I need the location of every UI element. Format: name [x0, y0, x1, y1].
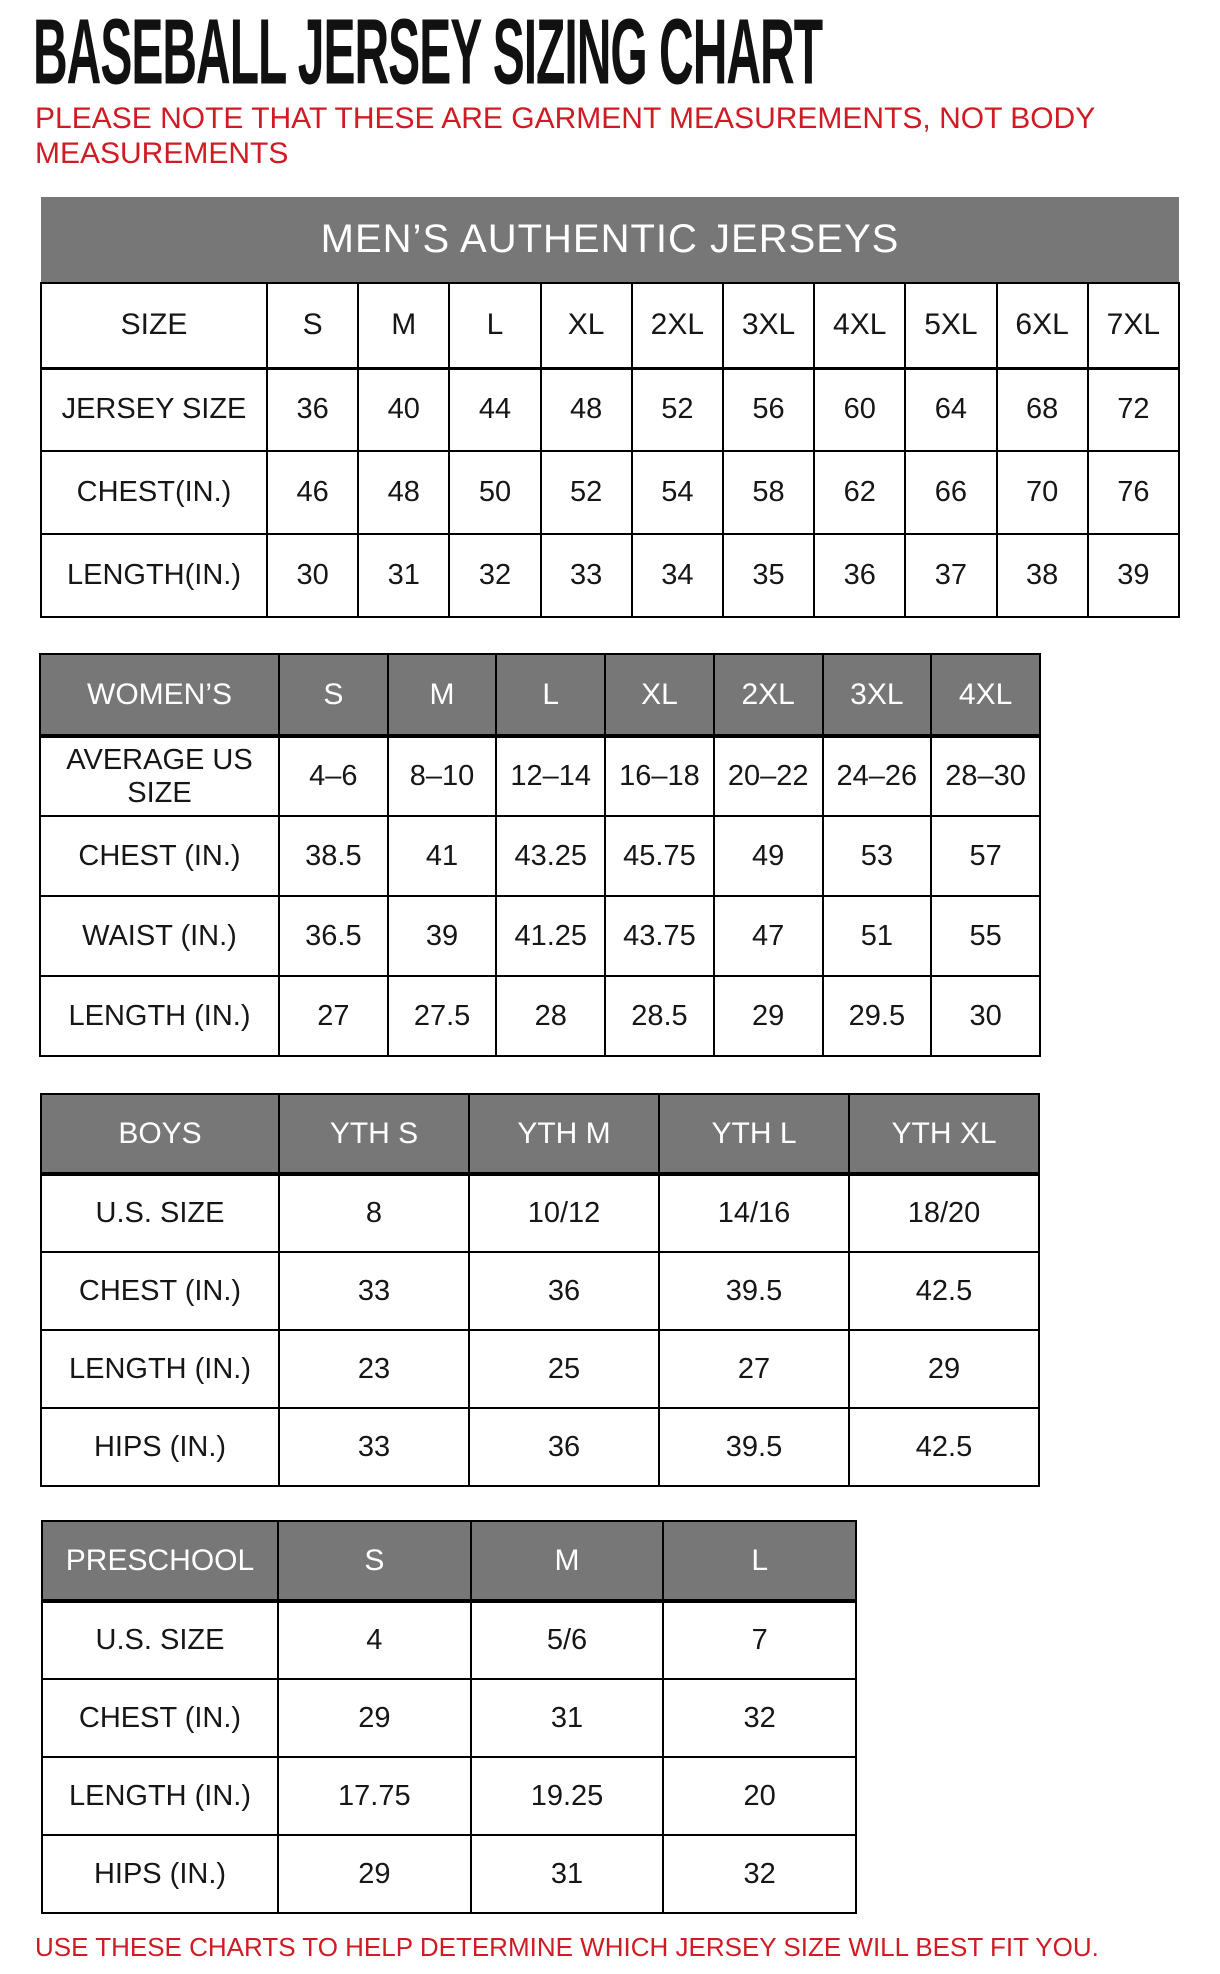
value-cell: 36 — [814, 534, 905, 617]
value-cell: 31 — [471, 1835, 664, 1913]
value-cell: 60 — [814, 368, 905, 451]
value-cell: 50 — [449, 451, 540, 534]
value-cell: 29 — [714, 976, 823, 1056]
value-cell: 32 — [663, 1679, 856, 1757]
value-cell: 44 — [449, 368, 540, 451]
value-cell: 33 — [279, 1252, 469, 1330]
value-cell: 36 — [469, 1252, 659, 1330]
column-header-cell: M — [471, 1521, 664, 1601]
column-header-cell: 2XL — [714, 654, 823, 736]
value-cell: 23 — [279, 1330, 469, 1408]
row-label-cell: LENGTH (IN.) — [42, 1757, 278, 1835]
value-cell: 31 — [358, 534, 449, 617]
table-banner-row — [41, 197, 1179, 283]
column-header-cell: YTH S — [279, 1094, 469, 1174]
value-cell: 25 — [469, 1330, 659, 1408]
row-label-cell: U.S. SIZE — [41, 1174, 279, 1252]
value-cell: 33 — [279, 1408, 469, 1486]
column-header-cell: S — [267, 283, 358, 368]
value-cell: 45.75 — [605, 816, 714, 896]
row-label-cell: LENGTH (IN.) — [40, 976, 279, 1056]
value-cell: 28.5 — [605, 976, 714, 1056]
column-header-cell: S — [278, 1521, 471, 1601]
value-cell: 12–14 — [496, 736, 605, 816]
row-label-cell: CHEST (IN.) — [41, 1252, 279, 1330]
value-cell: 38.5 — [279, 816, 388, 896]
value-cell: 48 — [358, 451, 449, 534]
value-cell: 35 — [723, 534, 814, 617]
column-header-cell: 3XL — [823, 654, 932, 736]
row-label-cell: CHEST (IN.) — [42, 1679, 278, 1757]
row-label-cell: LENGTH (IN.) — [41, 1330, 279, 1408]
value-cell: 66 — [905, 451, 996, 534]
value-cell: 4 — [278, 1601, 471, 1679]
row-label-cell: CHEST (IN.) — [40, 816, 279, 896]
value-cell: 38 — [997, 534, 1088, 617]
table-row — [41, 1330, 1039, 1408]
column-header-cell: 4XL — [931, 654, 1040, 736]
value-cell: 41 — [388, 816, 497, 896]
row-label-cell: WAIST (IN.) — [40, 896, 279, 976]
row-label-cell: HIPS (IN.) — [41, 1408, 279, 1486]
value-cell: 64 — [905, 368, 996, 451]
column-header-cell: 5XL — [905, 283, 996, 368]
value-cell: 5/6 — [471, 1601, 664, 1679]
value-cell: 68 — [997, 368, 1088, 451]
table-row — [42, 1601, 856, 1679]
table-row — [41, 1252, 1039, 1330]
table-row — [40, 736, 1040, 816]
value-cell: 36 — [469, 1408, 659, 1486]
value-cell: 42.5 — [849, 1408, 1039, 1486]
value-cell: 32 — [663, 1835, 856, 1913]
table-banner: MEN’S AUTHENTIC JERSEYS — [41, 197, 1179, 283]
value-cell: 19.25 — [471, 1757, 664, 1835]
row-label-cell: JERSEY SIZE — [41, 368, 267, 451]
value-cell: 42.5 — [849, 1252, 1039, 1330]
value-cell: 24–26 — [823, 736, 932, 816]
table-row — [40, 816, 1040, 896]
value-cell: 36.5 — [279, 896, 388, 976]
value-cell: 40 — [358, 368, 449, 451]
column-header-cell: L — [663, 1521, 856, 1601]
value-cell: 14/16 — [659, 1174, 849, 1252]
value-cell: 36 — [267, 368, 358, 451]
value-cell: 30 — [931, 976, 1040, 1056]
column-header-cell: YTH M — [469, 1094, 659, 1174]
column-header-cell: 3XL — [723, 283, 814, 368]
garment-measurement-note: PLEASE NOTE THAT THESE ARE GARMENT MEASUREMENTS, NOT BODY MEASUREMENTS — [35, 102, 1095, 170]
table-row — [40, 896, 1040, 976]
value-cell: 16–18 — [605, 736, 714, 816]
header-label-cell: PRESCHOOL — [42, 1521, 278, 1601]
row-label-cell: AVERAGE US SIZE — [40, 736, 279, 816]
value-cell: 28 — [496, 976, 605, 1056]
column-header-cell: XL — [541, 283, 632, 368]
value-cell: 57 — [931, 816, 1040, 896]
row-label-cell: U.S. SIZE — [42, 1601, 278, 1679]
value-cell: 30 — [267, 534, 358, 617]
column-header-cell: YTH XL — [849, 1094, 1039, 1174]
value-cell: 52 — [632, 368, 723, 451]
value-cell: 52 — [541, 451, 632, 534]
value-cell: 8–10 — [388, 736, 497, 816]
table-row — [42, 1679, 856, 1757]
value-cell: 34 — [632, 534, 723, 617]
header-label-cell: WOMEN’S — [40, 654, 279, 736]
value-cell: 39.5 — [659, 1252, 849, 1330]
value-cell: 29 — [278, 1835, 471, 1913]
table-header-row — [42, 1521, 856, 1601]
value-cell: 18/20 — [849, 1174, 1039, 1252]
row-label-cell: LENGTH(IN.) — [41, 534, 267, 617]
value-cell: 17.75 — [278, 1757, 471, 1835]
value-cell: 27 — [659, 1330, 849, 1408]
column-header-cell: L — [496, 654, 605, 736]
value-cell: 56 — [723, 368, 814, 451]
column-header-cell: 2XL — [632, 283, 723, 368]
value-cell: 28–30 — [931, 736, 1040, 816]
table-header-row — [40, 654, 1040, 736]
header-label-cell: BOYS — [41, 1094, 279, 1174]
value-cell: 37 — [905, 534, 996, 617]
column-header-cell: YTH L — [659, 1094, 849, 1174]
value-cell: 7 — [663, 1601, 856, 1679]
table-row — [40, 976, 1040, 1056]
value-cell: 39.5 — [659, 1408, 849, 1486]
page-title: BASEBALL JERSEY SIZING CHART — [33, 0, 823, 104]
table-row — [42, 1757, 856, 1835]
value-cell: 20 — [663, 1757, 856, 1835]
table-row — [42, 1835, 856, 1913]
value-cell: 4–6 — [279, 736, 388, 816]
value-cell: 39 — [1088, 534, 1179, 617]
value-cell: 10/12 — [469, 1174, 659, 1252]
value-cell: 48 — [541, 368, 632, 451]
value-cell: 70 — [997, 451, 1088, 534]
column-header-cell: M — [358, 283, 449, 368]
value-cell: 49 — [714, 816, 823, 896]
column-header-cell: M — [388, 654, 497, 736]
value-cell: 72 — [1088, 368, 1179, 451]
table-row — [41, 451, 1179, 534]
value-cell: 39 — [388, 896, 497, 976]
table-row — [41, 1174, 1039, 1252]
boys-sizing-table — [40, 1093, 1040, 1487]
value-cell: 27 — [279, 976, 388, 1056]
table-row — [41, 368, 1179, 451]
value-cell: 32 — [449, 534, 540, 617]
value-cell: 29 — [278, 1679, 471, 1757]
column-header-cell: 4XL — [814, 283, 905, 368]
row-label-cell: HIPS (IN.) — [42, 1835, 278, 1913]
mens-authentic-jerseys-table — [40, 197, 1180, 618]
value-cell: 33 — [541, 534, 632, 617]
value-cell: 29.5 — [823, 976, 932, 1056]
value-cell: 54 — [632, 451, 723, 534]
value-cell: 55 — [931, 896, 1040, 976]
value-cell: 46 — [267, 451, 358, 534]
value-cell: 53 — [823, 816, 932, 896]
value-cell: 43.25 — [496, 816, 605, 896]
table-header-row — [41, 283, 1179, 368]
value-cell: 20–22 — [714, 736, 823, 816]
column-header-cell: XL — [605, 654, 714, 736]
value-cell: 8 — [279, 1174, 469, 1252]
header-label-cell: SIZE — [41, 283, 267, 368]
preschool-sizing-table — [41, 1520, 857, 1914]
value-cell: 58 — [723, 451, 814, 534]
value-cell: 76 — [1088, 451, 1179, 534]
value-cell: 31 — [471, 1679, 664, 1757]
value-cell: 62 — [814, 451, 905, 534]
row-label-cell: CHEST(IN.) — [41, 451, 267, 534]
value-cell: 51 — [823, 896, 932, 976]
womens-sizing-table — [39, 653, 1041, 1057]
value-cell: 27.5 — [388, 976, 497, 1056]
fit-advice-note: USE THESE CHARTS TO HELP DETERMINE WHICH JERSEY SIZE WILL BEST FIT YOU. — [35, 1932, 1099, 1962]
value-cell: 43.75 — [605, 896, 714, 976]
value-cell: 47 — [714, 896, 823, 976]
table-header-row — [41, 1094, 1039, 1174]
value-cell: 29 — [849, 1330, 1039, 1408]
table-row — [41, 1408, 1039, 1486]
column-header-cell: 7XL — [1088, 283, 1179, 368]
column-header-cell: 6XL — [997, 283, 1088, 368]
table-row — [41, 534, 1179, 617]
column-header-cell: L — [449, 283, 540, 368]
column-header-cell: S — [279, 654, 388, 736]
value-cell: 41.25 — [496, 896, 605, 976]
